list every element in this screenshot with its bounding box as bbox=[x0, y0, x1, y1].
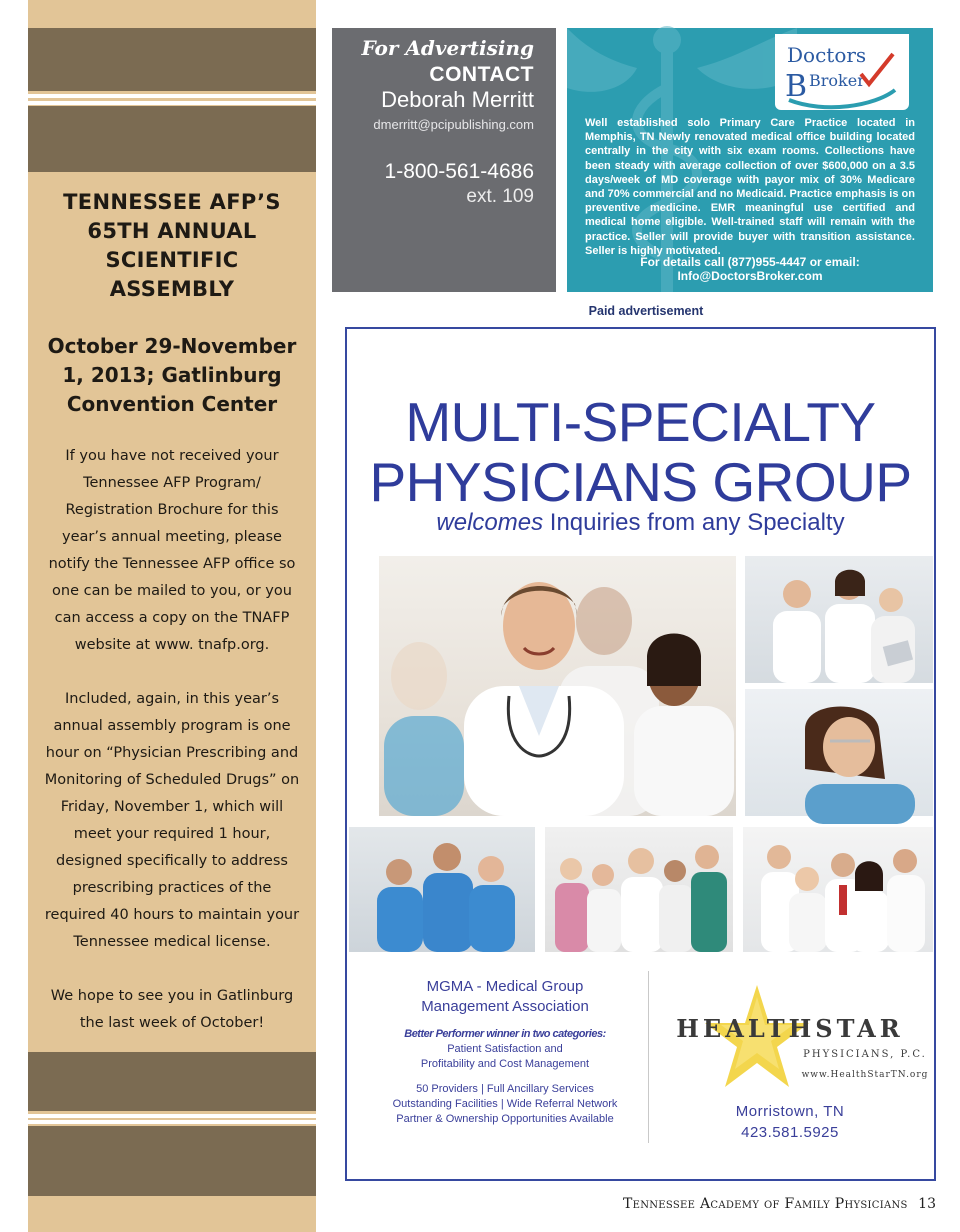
svg-text:PHYSICIANS, P.C.: PHYSICIANS, P.C. bbox=[803, 1049, 927, 1060]
doctor-reading-photo bbox=[745, 689, 933, 816]
doctors-broker-logo-icon bbox=[775, 34, 909, 110]
ad-title-line: PHYSICIANS GROUP bbox=[369, 451, 912, 513]
doctor-reading-image-icon bbox=[745, 689, 933, 816]
nurses-team-image-icon bbox=[349, 827, 535, 952]
broker-email-link[interactable]: Info@DoctorsBroker.com bbox=[677, 269, 823, 283]
mgma-award-detail: Patient Satisfaction and bbox=[447, 1043, 563, 1055]
doctors-broker-ad bbox=[567, 28, 933, 292]
sidebar-top-band bbox=[28, 106, 316, 172]
page-footer bbox=[623, 1196, 936, 1212]
mgma-info bbox=[367, 977, 643, 1127]
sidebar-content bbox=[42, 188, 302, 1037]
mgma-title-line: Management Association bbox=[421, 998, 589, 1015]
broker-ad-body: Well established solo Primary Care Practice located in Memphis, TN Newly renovated medical office building located centrally in the city with six exam rooms. Collections have been steady with average collection of over $600,000 on a 3.5 days/week of MD coverage with payor mix of 30% Medicare and 70% commercial and no Medicaid. Practice emphasis is on preventive medicine. EMR meaningful use certified and medical home eligible. Well-trained staff will remain with the practice. Seller will provide buyer with transition assistance. Seller is highly motivated. bbox=[585, 117, 915, 257]
doctors-team-photo bbox=[745, 556, 933, 683]
mgma-stat-line: Outstanding Facilities | Wide Referral Network bbox=[392, 1098, 618, 1110]
doctors-staff-photo bbox=[743, 827, 933, 952]
ad-welcome-line bbox=[347, 509, 934, 537]
sidebar-heading: TENNESSEE AFP’S 65TH ANNUAL SCIENTIFIC ASSEMBLY bbox=[63, 190, 281, 301]
mgma-title-line: MGMA - Medical Group bbox=[426, 978, 584, 995]
mgma-stats bbox=[367, 1082, 643, 1127]
svg-text:www.HealthStarTN.org: www.HealthStarTN.org bbox=[801, 1070, 929, 1080]
physicians-group-ad bbox=[345, 327, 936, 1181]
mgma-title bbox=[367, 977, 643, 1017]
doctors-team-image-icon bbox=[745, 556, 933, 683]
broker-ad-contact bbox=[585, 255, 915, 283]
svg-text:Broker: Broker bbox=[809, 71, 865, 90]
sidebar-top-band bbox=[28, 28, 316, 91]
broker-details-line: For details call (877)955-4447 or email: bbox=[640, 255, 860, 269]
sidebar-paragraph: Included, again, in this year’s annual assembly program is one hour on “Physician Prescribing and Monitoring of Scheduled Drugs” on Friday, November 1, which will meet your required 1 hour, designed specifically to address prescribing practices of the required 40 hours to maintain your Tennessee medical license. bbox=[44, 691, 300, 950]
mgma-award: Better Performer winner in two categories: bbox=[404, 1028, 606, 1040]
sidebar-bottom-band bbox=[28, 1052, 316, 1111]
star-icon bbox=[665, 977, 929, 1097]
doctors-broker-logo bbox=[775, 34, 909, 110]
for-advertising-label: For Advertising bbox=[361, 36, 534, 60]
mgma-stat-line: 50 Providers | Full Ancillary Services bbox=[416, 1083, 594, 1095]
healthstar-location bbox=[665, 1101, 915, 1143]
ad-welcome-emphasis: welcomes bbox=[436, 509, 544, 536]
contact-name: Deborah Merritt bbox=[381, 87, 534, 112]
contact-label: CONTACT bbox=[429, 63, 534, 86]
sidebar-paragraph: If you have not received your Tennessee AFP Program/ Registration Brochure for this year’s annual meeting, please notify the Tennessee AFP office so one can be mailed to you, or you can access a copy on the TNAFP website at www. tnafp.org. bbox=[48, 448, 296, 653]
contact-phone: 1-800-561-4686 bbox=[384, 160, 534, 183]
ad-divider bbox=[648, 971, 649, 1143]
sidebar-date: October 29-November 1, 2013; Gatlinburg Convention Center bbox=[47, 334, 297, 416]
ad-title-line: MULTI-SPECIALTY bbox=[405, 391, 876, 453]
mgma-stat-line: Partner & Ownership Opportunities Available bbox=[396, 1113, 614, 1125]
sidebar-bottom-band bbox=[28, 1126, 316, 1196]
ad-welcome-text: Inquiries from any Specialty bbox=[543, 509, 845, 536]
doctors-staff-image-icon bbox=[743, 827, 933, 952]
sidebar-stripe bbox=[28, 101, 316, 105]
sidebar-stripe bbox=[28, 94, 316, 98]
svg-text:Doctors: Doctors bbox=[787, 43, 867, 67]
paid-advertisement-label: Paid advertisement bbox=[588, 304, 704, 318]
healthstar-city: Morristown, TN bbox=[735, 1103, 845, 1120]
page-number: 13 bbox=[918, 1196, 936, 1212]
svg-text:B: B bbox=[785, 69, 808, 104]
svg-text:HEALTHSTAR: HEALTHSTAR bbox=[676, 1014, 904, 1043]
contact-extension: ext. 109 bbox=[466, 186, 534, 207]
publication-name: Tennessee Academy of Family Physicians bbox=[622, 1196, 908, 1212]
nurses-team-photo bbox=[349, 827, 535, 952]
healthstar-logo bbox=[665, 977, 929, 1097]
doctor-hero-photo bbox=[379, 556, 736, 816]
doctors-group-image-icon bbox=[379, 556, 736, 816]
mgma-award-detail: Profitability and Cost Management bbox=[420, 1058, 590, 1070]
healthstar-phone: 423.581.5925 bbox=[741, 1124, 839, 1141]
doctors-group-photo bbox=[545, 827, 733, 952]
contact-email-link[interactable]: dmerritt@pcipublishing.com bbox=[373, 117, 534, 132]
advertising-contact-box bbox=[332, 28, 556, 292]
sidebar-stripe bbox=[28, 1114, 316, 1118]
sidebar-paragraph: We hope to see you in Gatlinburg the last week of October! bbox=[50, 988, 294, 1031]
sidebar bbox=[28, 0, 316, 1232]
doctors-group-small-image-icon bbox=[545, 827, 733, 952]
sidebar-stripe bbox=[28, 1120, 316, 1124]
